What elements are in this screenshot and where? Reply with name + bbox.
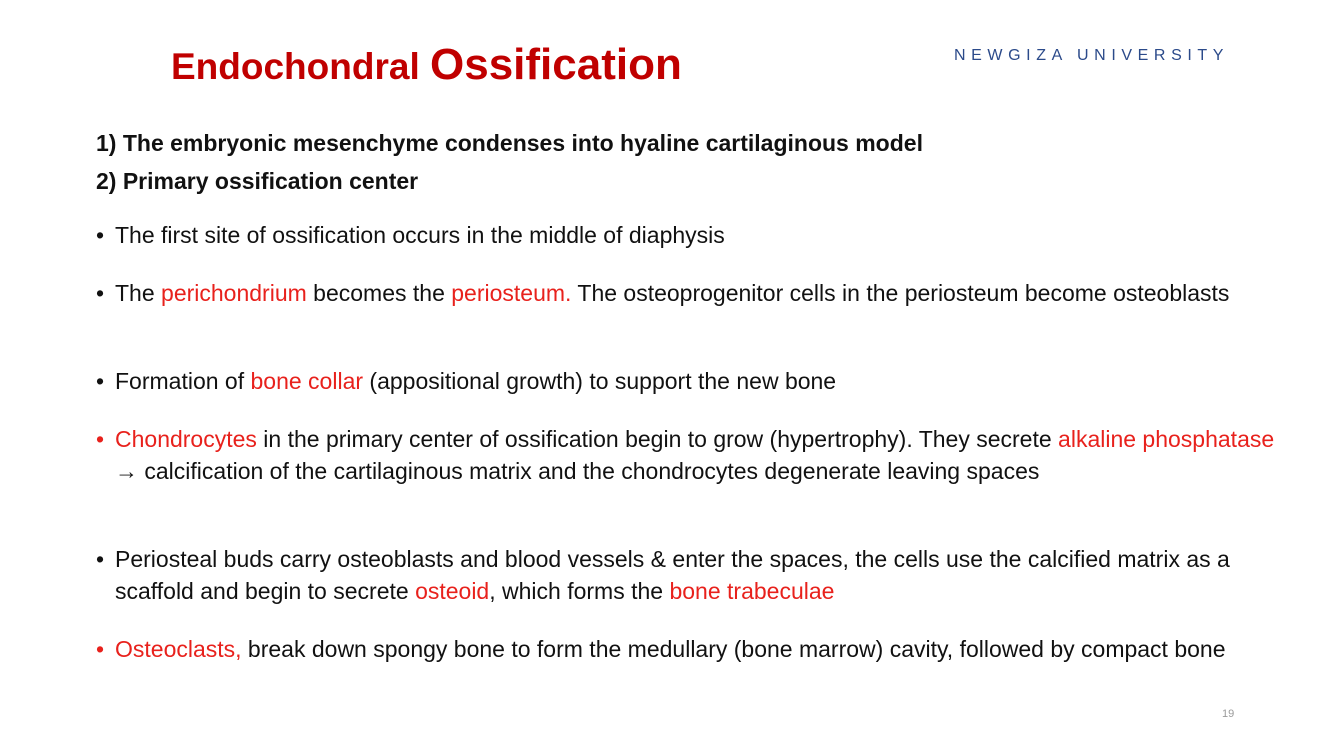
bullet-text (115, 278, 1286, 310)
highlight-term: periosteum. (451, 280, 572, 306)
highlight-term: osteoid (415, 577, 490, 604)
bullet-item (96, 634, 1286, 666)
bullet-text (115, 634, 1286, 666)
text-run: break down spongy bone to form the medullary (bone marrow) cavity, followed by compact bone (241, 636, 1226, 662)
bullet-dot-icon: • (96, 222, 105, 248)
highlight-term: perichondrium (161, 280, 307, 306)
bullet-item (96, 424, 1286, 487)
bullet-item (96, 220, 1286, 252)
numbered-list (96, 124, 1296, 200)
highlight-term: bone collar (250, 368, 364, 394)
bullet-dot-icon: • (96, 280, 105, 306)
text-run: The osteoprogenitor cells in the periosteum become osteoblasts (571, 280, 1230, 306)
university-brand: NEWGIZA UNIVERSITY (954, 47, 1230, 64)
page-number: 19 (1222, 708, 1235, 720)
bullet-dot-icon: • (96, 546, 105, 572)
text-run: in the primary center of ossification begin to grow (hypertrophy). They secrete (256, 426, 1059, 452)
bullet-item (96, 544, 1286, 607)
text-run: (appositional growth) to support the new bone (363, 368, 837, 394)
title-part-1: Endochondral (171, 46, 430, 87)
text-run: , which forms the (489, 577, 670, 604)
title-part-2: Ossification (430, 40, 682, 89)
bullet-dot-icon: • (96, 368, 105, 394)
highlight-term: alkaline phosphatase (1058, 426, 1275, 452)
text-run: becomes the (306, 280, 452, 306)
bullet-item (96, 278, 1286, 310)
highlight-term: Osteoclasts, (115, 636, 242, 662)
text-run: Formation of (115, 368, 251, 394)
bullet-dot-icon: • (96, 426, 105, 452)
bullet-text (115, 544, 1286, 607)
bullet-item (96, 366, 1286, 398)
highlight-term: bone trabeculae (669, 577, 835, 604)
text-run: The (115, 280, 162, 306)
bullet-text (115, 424, 1286, 487)
bullet-text (115, 220, 1286, 252)
bullet-text (115, 366, 1286, 398)
text-run: Periosteal buds carry osteoblasts and blood vessels & enter the spaces, the cells use the calcified matrix as a scaffold and begin to secrete (115, 546, 1230, 604)
highlight-term: Chondrocytes (115, 426, 257, 452)
numbered-item-1: 1) The embryonic mesenchyme condenses into hyaline cartilaginous model (96, 130, 923, 156)
text-run: → calcification of the cartilaginous matrix and the chondrocytes degenerate leaving spaces (115, 457, 1040, 484)
bullet-dot-icon: • (96, 636, 105, 662)
text-run: The first site of ossification occurs in the middle of diaphysis (115, 222, 725, 248)
slide-title (171, 40, 682, 90)
numbered-item-2: 2) Primary ossification center (96, 168, 419, 194)
